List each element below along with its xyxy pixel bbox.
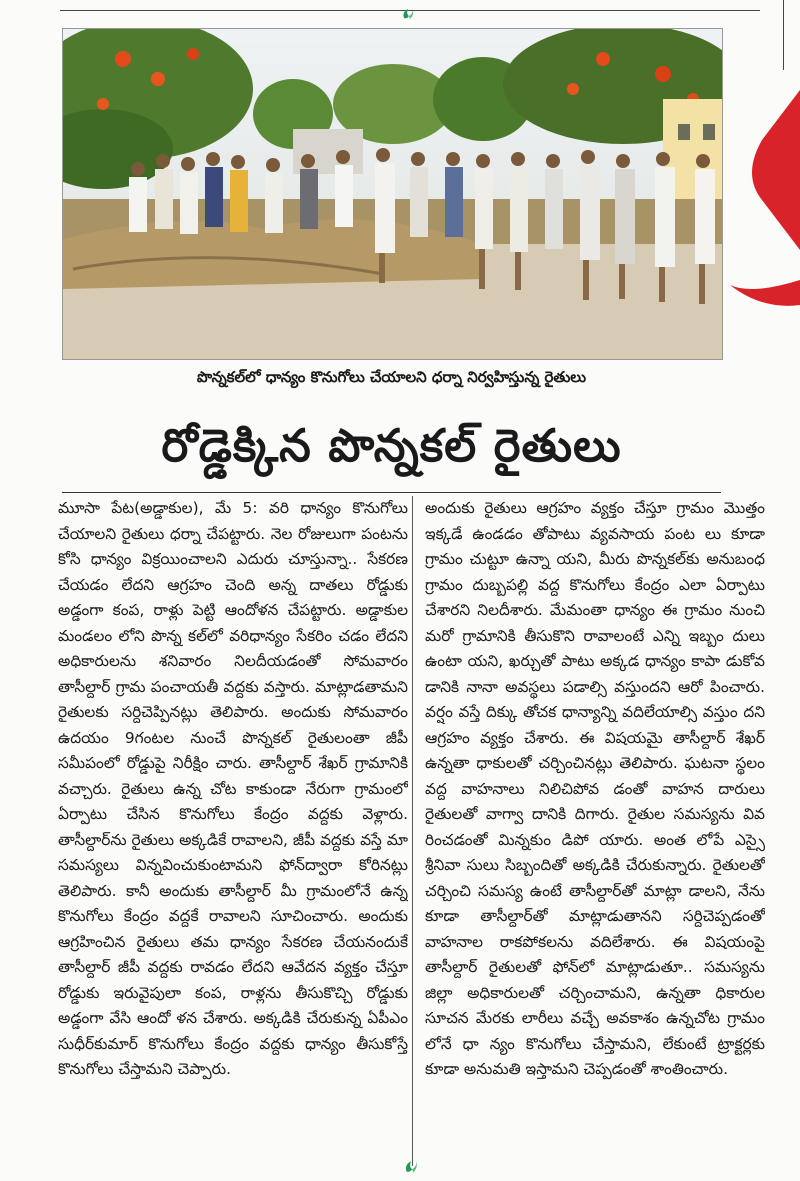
paper-logo-icon: [400, 6, 416, 22]
article-headline: రోడ్డెక్కిన పొన్నకల్ రైతులు: [161, 419, 622, 472]
farmers-protest-photo: [63, 29, 722, 359]
column-rule: [412, 496, 413, 1166]
article-column-right: అందుకు రైతులు ఆగ్రహం వ్యక్తం చేస్తూ గ్రామం మొత్తం ఇక్కడే ఉండడం తోపాటు వ్యవసాయ పంట లు కూడా గ్రామం చుట్టూ ఉన్నా యని, మీరు పొన్నకల్‌కు అనుబంధ గ్రామం దుబ్బపల్లి వద్ద కొనుగోలు కేంద్రం ఎలా ఏర్పాటు చేశారని నిలదీశారు. మేమంతా ధాన్యం ఈ గ్రామం నుంచి మరో గ్రామానికి తీసుకొని రావాలంటే ఎన్ని ఇబ్బం దులు ఉంటా యని, ఖర్చుతో పాటు అక్కడ ధాన్యం కాపా డుకోవ డానికి నానా అవస్థలు పడాల్సి వస్తుందని ఆరో పించారు. వర్షం వస్తే దిక్కు తోచక ధాన్యాన్ని వదిలేయాల్సి వస్తుం దని ఆగ్రహం వ్యక్తం చేశారు. ఈ విషయమై తాసీల్దార్ శేఖర్ ఉన్నతా ధాకులతో చర్చించినట్లు తెలిపారు. ఘటనా స్థలం వద్ద వాహనాలు నిలిచిపోవ డంతో వాహన దారులు రైతులతో వాగ్వా దానికి దిగారు. రైతుల సమస్యను వివ రించడంతో మిన్నకుం డిపో యారు. అంత లోపే ఎస్సై శ్రీనివా సులు సిబ్బందితో అక్కడికి చేరుకున్నారు. రైతులతో చర్చించి సమస్య ఉంటే తాసీల్దార్‌తో మాట్లా డాలని, నేను కూడా తాసీల్దార్‌తో మాట్లాడుతానని సర్దిచెప్పడంతో వాహనాల రాకపోకలను వదిలేశారు. ఈ విషయంపై తాసీల్దార్ రైతులతో ఫోన్‌లో మాట్లాడుతూ.. సమస్యను జిల్లా అధికారులతో చర్చించామని, ఉన్నతా ధికారుల సూచన మేరకు లారీలు వచ్చే అవకాశం ఉన్నచోట గ్రామం లోనే ధా న్యం కొనుగోలు చేస్తామని, లేకుంటే ట్రాక్టర్లకు కూడా అనుమతి ఇస్తామని చెప్పడంతో శాంతించారు.: [425, 499, 765, 1078]
photo-caption: పొన్నకల్‌లో ధాన్యం కొనుగోలు చేయాలని ధర్నా నిర్వహిస్తున్న రైతులు: [196, 368, 587, 386]
right-rule: [783, 0, 784, 70]
article-column-left: మూసా పేట(అడ్డాకుల), మే 5: వరి ధాన్యం కొనుగోలు చేయాలని రైతులు ధర్నా చేపట్టారు. నెల రోజులుగా పంటను కోసి ధాన్యం విక్రయించాలని ఎదురు చూస్తున్నా.. సేకరణ చేయడం లేదని ఆగ్రహం చెంది అన్న దాతలు రోడ్డుకు అడ్డంగా కంప, రాళ్లు పెట్టి ఆందోళన చేపట్టారు. అడ్డాకుల మండలం లోని పొన్న కల్‌లో వరిధాన్యం సేకరిం చడం లేదని అధికారులను శనివారం నిలదీయడంతో సోమవారం తాసీల్దార్ గ్రామ పంచాయతీ వద్దకు వస్తారు. మాట్లాడతామని రైతులకు సర్దిచెప్పినట్లు తెలిపారు. అందుకు సోమవారం ఉదయం 9గంటల నుంచే పొన్నకల్ రైతులంతా జీపీ సమీపంలో రోడ్డుపై నిరీక్షిం చారు. తాసీల్దార్ శేఖర్ గ్రామానికి వచ్చారు. రైతులు ఉన్న చోట కాకుండా నేరుగా గ్రామంలో ఏర్పాటు చేసిన కొనుగోలు కేంద్రం వద్దకు వెళ్లారు. తాసీల్దార్‌ను రైతులు అక్కడికే రావాలని, జీపీ వద్దకు వస్తే మా సమస్యలు విన్నవించుకుంటామని ఫోన్‌ద్వారా కోరినట్లు తెలిపారు. కానీ అందుకు తాసీల్దార్ మీ గ్రామంలోనే ఉన్న కొనుగోలు కేంద్రం వద్దకే రావాలని సూచించారు. అందుకు ఆగ్రహించిన రైతులు తమ ధాన్యం సేకరణ చేయనందుకే తాసీల్దార్ జీపీ వద్దకు రావడం లేదని ఆవేదన వ్యక్తం చేస్తూ రోడ్డుకు ఇరువైపులా కంప, రాళ్లను తీసుకొచ్చి రోడ్డుకు అడ్డంగా వేసి ఆందో ళన చేశారు. అక్కడికి చేరుకున్న ఏపీఎం సుధీర్‌కుమార్ కొనుగోలు కేంద్రం వద్దకు ధాన్యం తీసుకోస్తే కొనుగోలు చేస్తామని చెప్పారు.: [58, 499, 408, 1078]
red-brand-shape: [722, 80, 800, 340]
article-end-icon: [402, 1158, 420, 1176]
headline-divider: [62, 492, 721, 493]
news-photo: [62, 28, 723, 360]
